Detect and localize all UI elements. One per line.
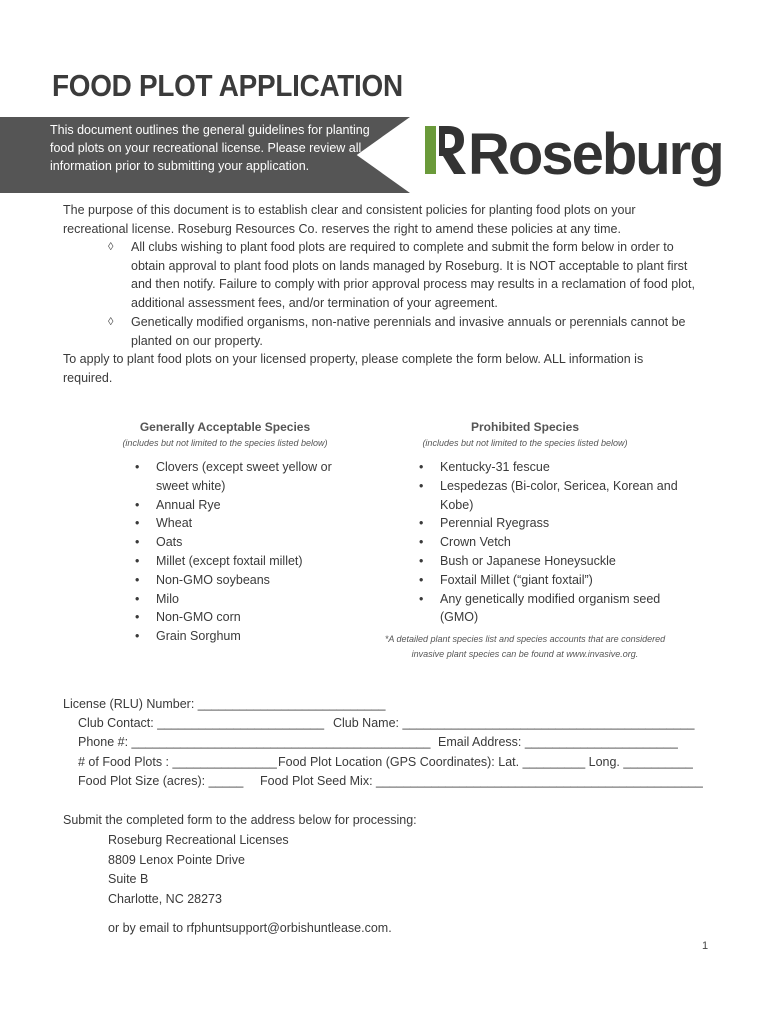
submit-instructions: Submit the completed form to the address below for processing: (63, 813, 417, 827)
email-submission-line: or by email to rfphuntsupport@orbishuntlease.com. (108, 921, 392, 935)
bullet-icon: • (135, 572, 140, 587)
club-name-field[interactable]: Club Name: __________________________________________ (333, 716, 695, 730)
acceptable-species-heading: Generally Acceptable Species (139, 420, 311, 434)
list-item: • Millet (except foxtail millet) (156, 552, 332, 571)
roseburg-logo (420, 118, 724, 188)
bullet-icon: • (419, 516, 424, 531)
list-item-continuation: sweet white) (156, 478, 226, 493)
page-number: 1 (702, 940, 709, 952)
bullet-icon: • (419, 535, 424, 550)
rule-approval (131, 238, 695, 312)
logo-wordmark: Roseburg (468, 122, 723, 187)
bullet-icon: • (135, 460, 140, 474)
plot-size-field[interactable]: Food Plot Size (acres): _____ (78, 774, 244, 788)
bullet-icon: • (419, 572, 424, 587)
address-line: Roseburg Recreational Licenses (108, 833, 289, 847)
email-field[interactable]: Email Address: ______________________ (438, 735, 678, 749)
list-item: • Milo (156, 590, 332, 609)
bullet-icon: • (135, 535, 140, 550)
prohibited-species-subheading: (includes but not limited to the species listed below) (422, 438, 628, 448)
prohibited-species-heading: Prohibited Species (470, 420, 580, 434)
rule-line: planted on our property. (131, 333, 263, 348)
list-item-continuation: (GMO) (440, 610, 479, 625)
page-title: FOOD PLOT APPLICATION (52, 68, 403, 103)
club-contact-field[interactable]: Club Contact: ________________________ (78, 716, 325, 730)
list-item: • Annual Rye (156, 496, 332, 515)
list-item: • Any genetically modified organism seed (440, 590, 678, 609)
intro-paragraph (63, 201, 636, 238)
diamond-bullet-icon: ◊ (108, 241, 114, 253)
banner-line: information prior to submitting your application. (50, 159, 310, 173)
roseburg-r-logo-icon (425, 126, 466, 174)
banner-line: This document outlines the general guidelines for planting (50, 123, 370, 137)
bullet-icon: • (135, 516, 140, 531)
bullet-icon: • (135, 610, 140, 625)
list-item: • Non-GMO corn (156, 608, 332, 627)
list-item: • Bush or Japanese Honeysuckle (440, 552, 678, 571)
acceptable-species-list (135, 458, 332, 646)
address-line: Suite B (108, 872, 149, 886)
invasive-species-note: *A detailed plant species list and species accounts that are considered invasive plant species can be found at www.invasive.org. (384, 634, 666, 659)
address-line: Charlotte, NC 28273 (108, 891, 222, 906)
bullet-icon: • (135, 629, 140, 644)
intro-line: The purpose of this document is to establish clear and consistent policies for planting food plots on your (63, 203, 636, 217)
bullet-icon: • (419, 478, 424, 493)
rule-line: Genetically modified organisms, non-native perennials and invasive annuals or perennials cannot be (131, 315, 686, 329)
num-food-plots-field[interactable]: # of Food Plots : _______________ (78, 755, 277, 769)
list-item: • Non-GMO soybeans (156, 571, 332, 590)
list-item: • Perennial Ryegrass (440, 514, 678, 533)
list-item: • Wheat (156, 514, 332, 533)
bullet-icon: • (419, 460, 424, 474)
apply-line: To apply to plant food plots on your licensed property, please complete the form below. ALL information is (63, 352, 644, 366)
list-item: • Kentucky-31 fescue (440, 458, 678, 477)
bullet-icon: • (135, 553, 140, 568)
mailing-address (108, 831, 289, 909)
license-number-field[interactable]: License (RLU) Number: ___________________________ (63, 697, 386, 711)
list-item: • Grain Sorghum (156, 627, 332, 646)
address-line: 8809 Lenox Pointe Drive (108, 852, 245, 867)
list-item-continuation: Kobe) (440, 497, 474, 512)
bullet-icon: • (419, 553, 424, 568)
acceptable-species-subheading: (includes but not limited to the species listed below) (122, 438, 328, 448)
list-item: • Crown Vetch (440, 533, 678, 552)
seed-mix-field[interactable]: Food Plot Seed Mix: _______________________________________________ (260, 774, 703, 788)
rule-line: All clubs wishing to plant food plots are required to complete and submit the form below in order to (131, 240, 674, 254)
banner-line: food plots on your recreational license. Please review all (50, 141, 362, 155)
list-item: • Oats (156, 533, 332, 552)
banner-text (50, 121, 390, 175)
prohibited-species-list (419, 458, 678, 627)
rule-line: obtain approval to plant food plots on lands managed by Roseburg. It is NOT acceptable to plant first (131, 258, 688, 273)
apply-paragraph (63, 350, 643, 387)
rule-gmo (131, 313, 686, 350)
bullet-icon: • (419, 591, 424, 606)
rule-line: additional assessment fees, and/or termination of your agreement. (131, 295, 498, 310)
phone-field[interactable]: Phone #: ___________________________________________ (78, 735, 431, 749)
rule-line: and then notify. Failure to comply with prior approval process may results in a reclamation of food plot, (131, 277, 695, 291)
apply-line: required. (63, 370, 113, 385)
intro-line: recreational license. Roseburg Resources Co. reserves the right to amend these policies at any time. (63, 221, 621, 236)
bullet-icon: • (135, 591, 140, 606)
list-item: • Clovers (except sweet yellow or (156, 458, 332, 477)
list-item: • Lespedezas (Bi-color, Sericea, Korean and (440, 477, 678, 496)
list-item: • Foxtail Millet (“giant foxtail”) (440, 571, 678, 590)
bullet-icon: • (135, 497, 140, 512)
gps-location-field[interactable]: Food Plot Location (GPS Coordinates): Lat. _________ Long. __________ (278, 755, 693, 769)
diamond-bullet-icon: ◊ (108, 316, 114, 328)
